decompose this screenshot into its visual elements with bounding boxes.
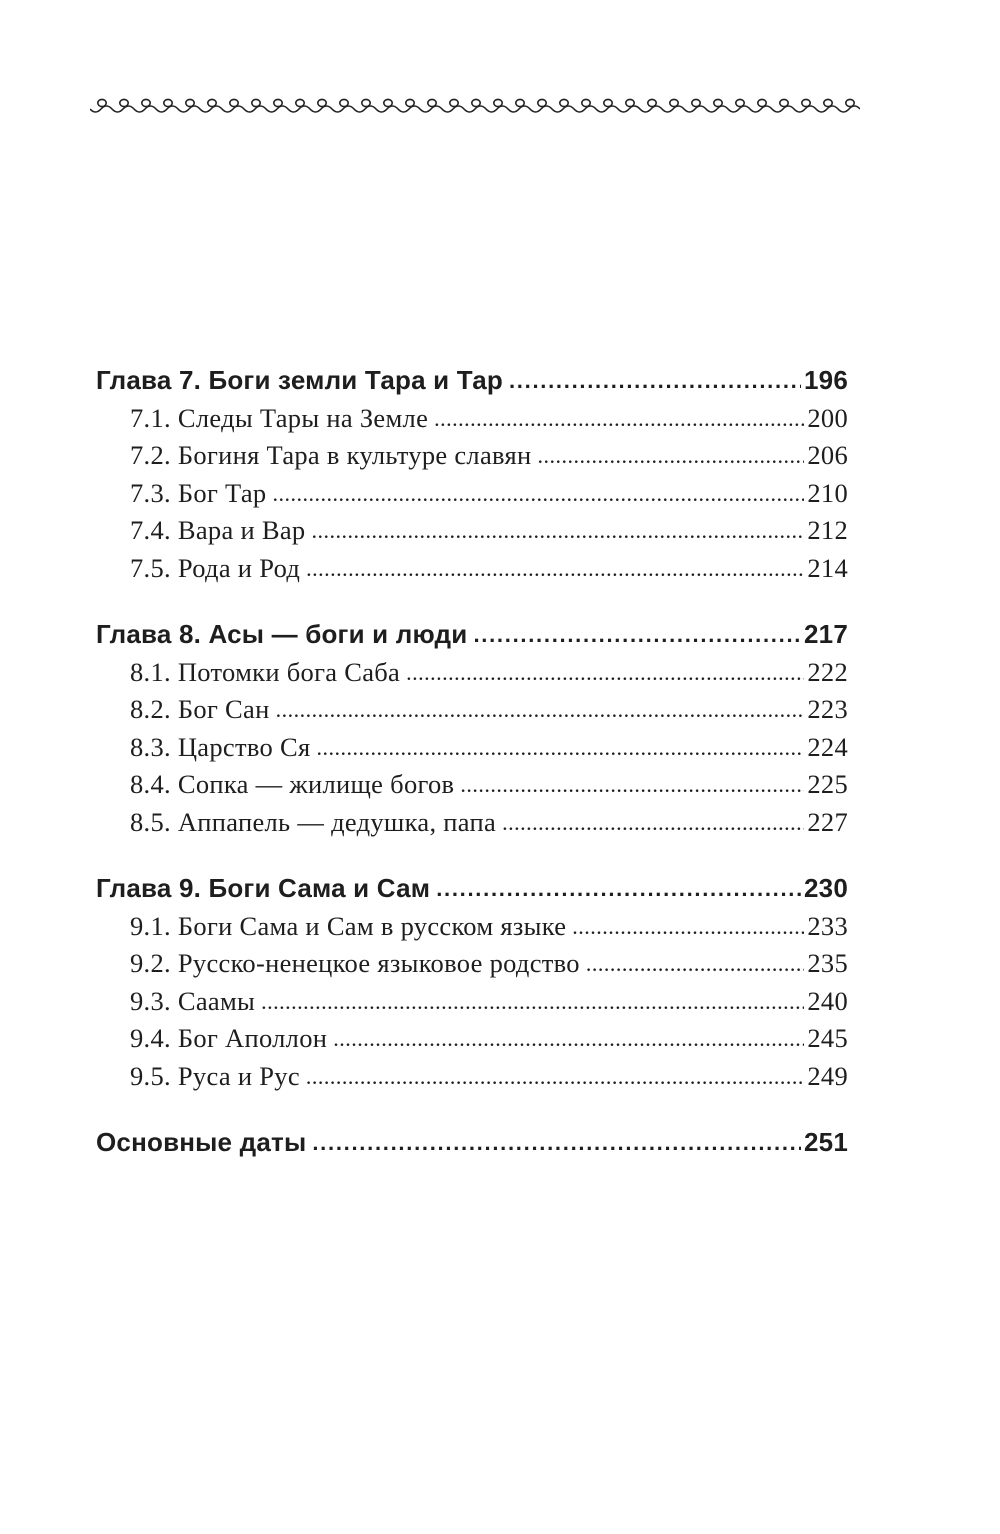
- toc-entry-page: 224: [807, 731, 848, 762]
- ornament-loop: [582, 99, 590, 106]
- ornament-loop: [494, 99, 502, 106]
- dot-leader: [306, 1057, 804, 1096]
- dot-leader: [434, 399, 804, 438]
- toc-entry-title: Глава 8. Асы — боги и люди: [96, 619, 468, 649]
- toc-entry-title: 8.5. Аппапель — дедушка, папа: [130, 806, 497, 837]
- dot-leader: [406, 653, 804, 692]
- ornament-loop: [340, 99, 348, 106]
- toc-entry-8-5[interactable]: [96, 804, 848, 842]
- toc-entry-title: 7.4. Вара и Вар: [130, 515, 306, 545]
- dot-leader: [272, 474, 804, 513]
- toc-entry-title: 8.1. Потомки бога Саба: [130, 656, 401, 687]
- ornament-loop: [384, 99, 392, 106]
- ornament-loop: [208, 99, 216, 106]
- ornament-loop: [230, 99, 238, 106]
- toc-entry-chapter-7[interactable]: [96, 362, 848, 400]
- toc-entry-8-3[interactable]: [96, 729, 848, 767]
- ornament-loop: [164, 99, 172, 106]
- toc-entry-title: Основные даты: [96, 1127, 307, 1157]
- toc-entry-page: 222: [807, 656, 848, 687]
- ornament-loop: [318, 99, 326, 106]
- ornament-loop: [296, 99, 304, 106]
- toc-entry-chapter-8[interactable]: [96, 616, 848, 654]
- ornament-loop: [98, 99, 106, 106]
- dot-leader: [261, 982, 804, 1021]
- toc-entry-9-4[interactable]: [96, 1020, 848, 1058]
- dot-leader: [436, 869, 801, 908]
- ornament-loop: [670, 99, 678, 106]
- dot-leader: [572, 907, 804, 946]
- ornament-loop: [120, 99, 128, 106]
- ornament-loop: [604, 99, 612, 106]
- toc-entry-page: 251: [804, 1127, 848, 1157]
- toc-entry-7-1[interactable]: [96, 400, 848, 438]
- toc-entry-title: 9.2. Русско-ненецкое языковое родство: [130, 948, 580, 978]
- toc-entry-page: 233: [807, 910, 848, 941]
- header-ornament: [90, 94, 860, 116]
- toc-chapter-9: [96, 870, 848, 1095]
- toc-entry-8-1[interactable]: [96, 654, 848, 692]
- toc-entry-title: 8.4. Сопка — жилище богов: [130, 769, 455, 799]
- dot-leader: [276, 690, 805, 729]
- ornament-loop: [736, 99, 744, 106]
- toc-chapter-7: [96, 362, 848, 587]
- toc-entry-page: 223: [807, 694, 848, 724]
- dot-leader: [333, 1019, 804, 1058]
- ornament-loop: [780, 99, 788, 106]
- toc-entry-title: 7.2. Богиня Тара в культуре славян: [130, 440, 532, 470]
- toc-entry-page: 230: [804, 873, 848, 903]
- ornament-loop: [846, 99, 854, 106]
- ornament-loop: [406, 99, 414, 106]
- toc-entry-9-2[interactable]: [96, 945, 848, 983]
- ornament-loop: [824, 99, 832, 106]
- ornament-loop: [538, 99, 546, 106]
- toc-entry-page: 196: [804, 365, 848, 395]
- toc-entry-page: 212: [807, 515, 848, 545]
- toc-chapter-8: [96, 616, 848, 841]
- ornament-loop: [758, 99, 766, 106]
- toc-entry-8-2[interactable]: [96, 691, 848, 729]
- toc-entry-title: Глава 9. Боги Сама и Сам: [96, 873, 431, 903]
- toc-entry-title: 9.1. Боги Сама и Сам в русском языке: [130, 910, 567, 941]
- toc-entry-page: 214: [807, 552, 848, 583]
- toc-entry-title: 8.2. Бог Сан: [130, 694, 270, 724]
- dot-leader: [460, 765, 804, 804]
- toc-entry-7-3[interactable]: [96, 475, 848, 513]
- ornament-loop: [516, 99, 524, 106]
- ornament-loop: [186, 99, 194, 106]
- toc-entry-title: 9.5. Руса и Рус: [130, 1060, 300, 1091]
- ornament-loop: [560, 99, 568, 106]
- dot-leader: [306, 549, 804, 588]
- dot-leader: [502, 803, 804, 842]
- toc-entry-8-4[interactable]: [96, 766, 848, 804]
- toc-entry-page: 245: [807, 1023, 848, 1053]
- toc-entry-page: 227: [807, 806, 848, 837]
- ornament-loop: [692, 99, 700, 106]
- toc-entry-title: 9.3. Саамы: [130, 985, 256, 1016]
- dot-leader: [537, 436, 804, 475]
- toc-entry-page: 217: [804, 619, 848, 649]
- toc-entry-title: 8.3. Царство Ся: [130, 731, 311, 762]
- toc-entry-7-2[interactable]: [96, 437, 848, 475]
- toc-entry-page: 240: [807, 985, 848, 1016]
- toc-entry-9-5[interactable]: [96, 1058, 848, 1096]
- toc-entry-page: 210: [807, 477, 848, 508]
- toc-entry-chapter-9[interactable]: [96, 870, 848, 908]
- dot-leader: [312, 1123, 801, 1162]
- toc-entry-title: 7.3. Бог Тар: [130, 477, 267, 508]
- toc-entry-page: 200: [807, 402, 848, 433]
- toc-entry-9-3[interactable]: [96, 983, 848, 1021]
- dot-leader: [316, 728, 804, 767]
- toc-entry-page: 225: [807, 769, 848, 799]
- ornament-loop: [648, 99, 656, 106]
- ornament-loop: [626, 99, 634, 106]
- ornament-loop: [714, 99, 722, 106]
- dot-leader: [311, 511, 804, 550]
- toc-entry-9-1[interactable]: [96, 908, 848, 946]
- toc-key-dates: [96, 1124, 848, 1162]
- dot-leader: [586, 944, 805, 983]
- toc-entry-title: 7.5. Рода и Род: [130, 552, 301, 583]
- ornament-loop: [252, 99, 260, 106]
- dot-leader: [473, 615, 801, 654]
- toc-entry-page: 206: [807, 440, 848, 470]
- ornament-loop: [362, 99, 370, 106]
- toc-entry-7-4[interactable]: [96, 512, 848, 550]
- toc-entry-7-5[interactable]: [96, 550, 848, 588]
- toc-entry-page: 235: [807, 948, 848, 978]
- ornament-loop: [428, 99, 436, 106]
- toc-entry-title: 9.4. Бог Аполлон: [130, 1023, 328, 1053]
- toc-entry-page: 249: [807, 1060, 848, 1091]
- ornament-loop: [450, 99, 458, 106]
- dot-leader: [509, 361, 801, 400]
- ornament-loop: [472, 99, 480, 106]
- table-of-contents: [96, 362, 848, 1162]
- ornament-loop: [802, 99, 810, 106]
- toc-entry-title: 7.1. Следы Тары на Земле: [130, 402, 429, 433]
- toc-entry-key-dates[interactable]: [96, 1124, 848, 1162]
- toc-entry-title: Глава 7. Боги земли Тара и Тар: [96, 365, 503, 395]
- ornament-loop: [274, 99, 282, 106]
- ornament-loop: [142, 99, 150, 106]
